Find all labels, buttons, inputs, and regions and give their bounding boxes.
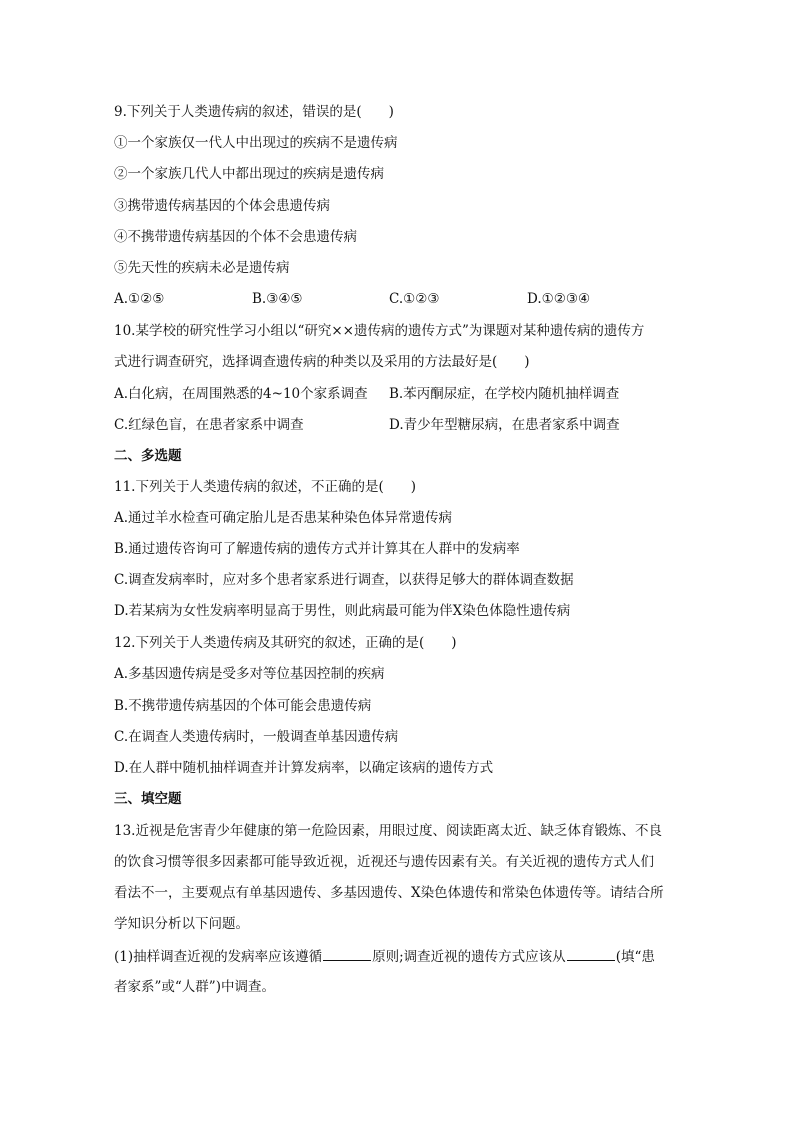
q12-option-b: B.不携带遗传病基因的个体可能会患遗传病 <box>114 698 372 714</box>
q10-option-b: B.苯丙酮尿症，在学校内随机抽样调查 <box>389 386 620 402</box>
q9-option-b: B.③④⑤ <box>252 291 303 307</box>
answer-blank-1[interactable] <box>323 946 371 961</box>
q10-stem-line1: 10.某学校的研究性学习小组以“研究××遗传病的遗传方式”为课题对某种遗传病的遗传方 <box>114 323 645 339</box>
q9-option-d: D.①②③④ <box>527 291 591 307</box>
q13-subquestion-1-line2: 者家系”或“人群”)中调查。 <box>114 979 275 995</box>
q13-sub1-text-c: (填“患 <box>615 949 655 965</box>
q10-option-c: C.红绿色盲，在患者家系中调查 <box>114 417 304 433</box>
q13-sub1-text-a: (1)抽样调查近视的发病率应该遵循 <box>114 949 323 965</box>
section-heading-fill-in: 三、填空题 <box>114 791 182 807</box>
q9-item-3: ③携带遗传病基因的个体会患遗传病 <box>114 198 330 214</box>
q11-option-d: D.若某病为女性发病率明显高于男性，则此病最可能为伴X染色体隐性遗传病 <box>114 603 571 619</box>
q12-option-d: D.在人群中随机抽样调查并计算发病率，以确定该病的遗传方式 <box>114 760 494 776</box>
q13-paragraph-line4: 学知识分析以下问题。 <box>114 916 249 932</box>
q9-item-1: ①一个家族仅一代人中出现过的疾病不是遗传病 <box>114 135 398 151</box>
q12-option-c: C.在调查人类遗传病时，一般调查单基因遗传病 <box>114 729 399 745</box>
q9-item-5: ⑤先天性的疾病未必是遗传病 <box>114 260 290 276</box>
q11-option-a: A.通过羊水检查可确定胎儿是否患某种染色体异常遗传病 <box>114 510 453 526</box>
q9-item-4: ④不携带遗传病基因的个体不会患遗传病 <box>114 229 357 245</box>
q11-option-b: B.通过遗传咨询可了解遗传病的遗传方式并计算其在人群中的发病率 <box>114 541 520 557</box>
q11-stem: 11.下列关于人类遗传病的叙述，不正确的是( ) <box>114 479 417 495</box>
q12-stem: 12.下列关于人类遗传病及其研究的叙述，正确的是( ) <box>114 635 457 651</box>
q9-option-c: C.①②③ <box>389 291 440 307</box>
section-heading-multi-choice: 二、多选题 <box>114 448 182 464</box>
q11-option-c: C.调查发病率时，应对多个患者家系进行调查，以获得足够大的群体调查数据 <box>114 572 574 588</box>
q9-option-a: A.①②⑤ <box>114 291 165 307</box>
q13-paragraph-line2: 的饮食习惯等很多因素都可能导致近视，近视还与遗传因素有关。有关近视的遗传方式人们 <box>114 854 654 870</box>
q13-subquestion-1 <box>114 946 655 967</box>
q13-paragraph-line1: 13.近视是危害青少年健康的第一危险因素，用眼过度、阅读距离太近、缺乏体育锻炼、不良 <box>114 823 662 839</box>
q13-paragraph-line3: 看法不一，主要观点有单基因遗传、多基因遗传、X染色体遗传和常染色体遗传等。请结合所 <box>114 885 664 901</box>
q10-stem-line2: 式进行调查研究，选择调查遗传病的种类以及采用的方法最好是( ) <box>114 354 530 370</box>
q9-stem: 9.下列关于人类遗传病的叙述，错误的是( ) <box>114 104 394 120</box>
answer-blank-2[interactable] <box>567 946 615 961</box>
q12-option-a: A.多基因遗传病是受多对等位基因控制的疾病 <box>114 666 385 682</box>
q10-option-d: D.青少年型糖尿病，在患者家系中调查 <box>389 417 620 433</box>
q9-item-2: ②一个家族几代人中都出现过的疾病是遗传病 <box>114 166 384 182</box>
q10-option-a: A.白化病，在周围熟悉的4~10个家系调查 <box>114 386 368 402</box>
q13-sub1-text-b: 原则;调查近视的遗传方式应该从 <box>372 949 566 965</box>
